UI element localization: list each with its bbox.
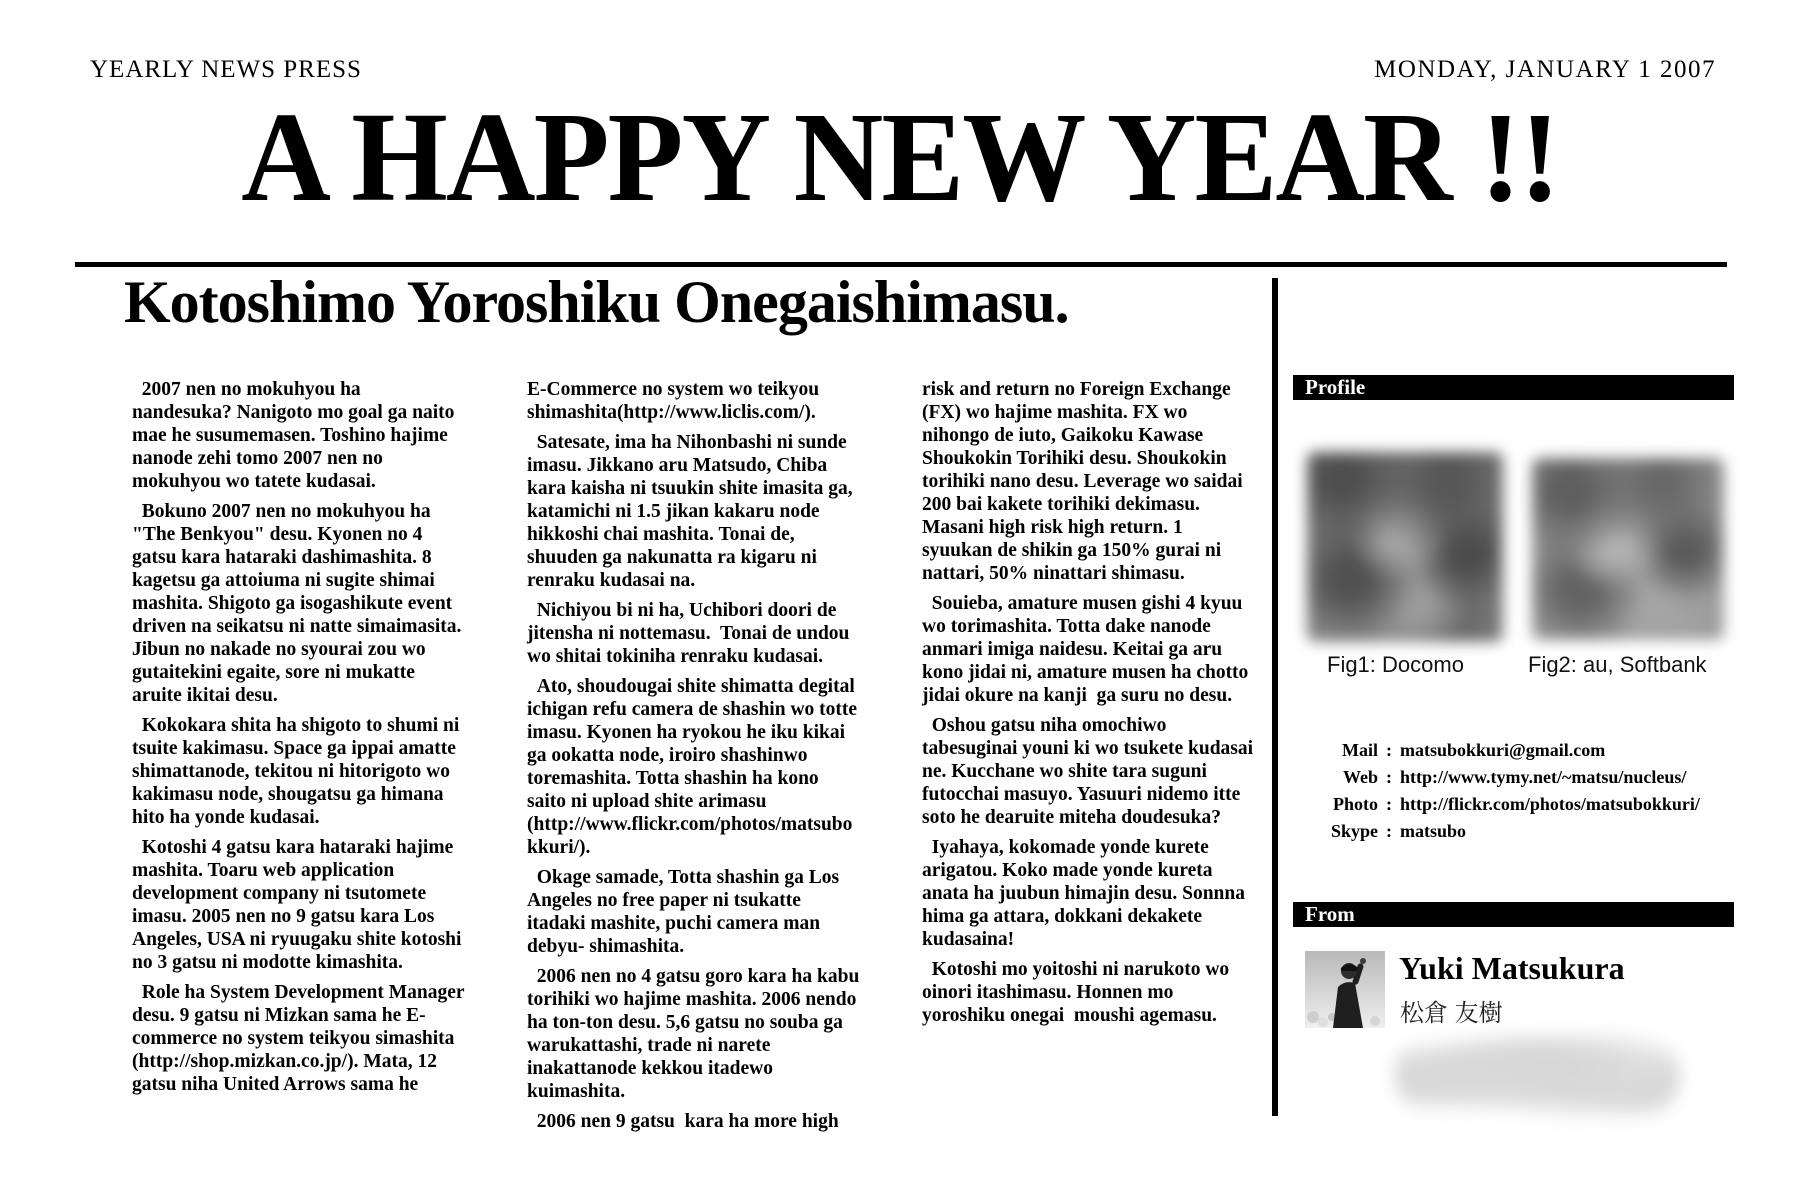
contact-value-skype: matsubo xyxy=(1400,821,1467,841)
contact-list xyxy=(1298,737,1735,845)
blurred-signature xyxy=(1395,1032,1680,1117)
article-column-1 xyxy=(132,378,470,1140)
contact-value-web: http://www.tymy.net/~matsu/nucleus/ xyxy=(1400,767,1687,787)
paragraph: 2006 nen no 4 gatsu goro kara ha kabu torihiki wo hajime mashita. 2006 nendo ha ton-ton desu. 5,6 gatsu no souba ga warukattashi, trade ni narete inakattanode kekkou itadewo kuimashita. xyxy=(527,966,865,1102)
paragraph: risk and return no Foreign Exchange (FX) wo hajime mashita. FX wo nihongo de iuto, Gaikoku Kawase Shoukokin Torihiki desu. Shoukokin torihiki nano desu. Leverage wo saidai 200 bai kakete torihiki dekimasu. Masani high risk high return. 1 syuukan de shikin ga 150% gurai ni nattari, 50% ninattari shimasu. xyxy=(922,379,1253,584)
contact-label-web: Web xyxy=(1342,767,1378,787)
article-body xyxy=(132,378,1257,1140)
contact-value-mail: matsubokkuri@gmail.com xyxy=(1400,740,1606,760)
paragraph: 2006 nen 9 gatsu kara ha more high xyxy=(527,1111,839,1132)
paragraph: Kotoshi mo yoitoshi ni narukoto wo oinori itashimasu. Honnen mo yoroshiku onegai moushi agemasu. xyxy=(922,959,1235,1026)
paragraph: Satesate, ima ha Nihonbashi ni sunde imasu. Jikkano aru Matsudo, Chiba kara kaisha ni tsuukin shite imasita ga, katamichi ni 1.5 jikan kakaru node hikkoshi chai mashita. Tonai de, shuuden ga nakunatta ra kigaru ni renraku kudasai na. xyxy=(527,432,858,591)
newspaper-title: A HAPPY NEW YEAR !! xyxy=(241,86,1559,228)
paragraph: Iyahaya, kokomade yonde kurete arigatou. Koko made yonde kureta anata ha juubun himajin desu. Sonnna hima ga attara, dokkani dekakete kudasaina! xyxy=(922,837,1250,950)
contact-value-photo: http://flickr.com/photos/matsubokkuri/ xyxy=(1400,794,1700,814)
paragraph: Oshou gatsu niha omochiwo tabesuginai youni ki wo tsukete kudasai ne. Kucchane wo shite tara suguni futocchai masuyo. Yasuuri nidemo itte soto he dearuite miteha doudesuka? xyxy=(922,715,1258,828)
paragraph: Bokuno 2007 nen no mokuhyou ha "The Benkyou" desu. Kyonen no 4 gatsu kara hataraki dashimashita. 8 kagetsu ga attoiuma ni sugite shimai mashita. Shigoto ga isogashikute event driven na seikatsu ni natte simaimasita. Jibun no nakade no syourai zou wo gutaitekini egaite, sore ni mukatte aruite ikitai desu. xyxy=(132,501,467,706)
from-section-header xyxy=(1293,902,1734,927)
paper-name: YEARLY NEWS PRESS xyxy=(90,56,362,83)
article-headline: Kotoshimo Yoroshiku Onegaishimasu. xyxy=(124,269,1069,335)
paragraph: Ato, shoudougai shite shimatta degital ichigan refu camera de shashin wo totte imasu. Kyonen ha ryokou he iku kikai ga ookatta node, iroiro shashinwo toremashita. Totta shashin ha kono saito ni upload shite arimasu (http://www.flickr.com/photos/matsubokkuri/). xyxy=(527,676,862,858)
contact-separator: : xyxy=(1386,821,1392,841)
qr-code-figure-1 xyxy=(1307,452,1503,642)
paragraph: Souieba, amature musen gishi 4 kyuu wo torimashita. Totta dake nanode anmari imiga naidesu. Keitai ga aru kono jidai ni, amature musen ha chotto jidai okure na kanji ga suru no desu. xyxy=(922,593,1254,706)
paragraph: E-Commerce no system wo teikyou shimashita(http://www.liclis.com/). xyxy=(527,379,824,423)
author-name-japanese: 松倉 友樹 xyxy=(1400,1000,1503,1027)
paragraph: Kokokara shita ha shigoto to shumi ni tsuite kakimasu. Space ga ippai amatte shimattanode, tekitou ni hitorigoto wo kakimasu node, shougatsu ga himana hito ha yonde kudasai. xyxy=(132,715,465,828)
contact-label-mail: Mail xyxy=(1342,740,1378,760)
figure-1-caption: Fig1: Docomo xyxy=(1327,652,1464,677)
paragraph: 2007 nen no mokuhyou ha nandesuka? Nanigoto mo goal ga naito mae he susumemasen. Toshino hajime nanode zehi tomo 2007 nen no mokuhyou wo tatete kudasai. xyxy=(132,379,460,492)
paragraph: Nichiyou bi ni ha, Uchibori doori de jitensha ni nottemasu. Tonai de undou wo shitai tokiniha renraku kudasai. xyxy=(527,600,855,667)
contact-label-photo: Photo xyxy=(1333,794,1378,814)
figure-2-caption: Fig2: au, Softbank xyxy=(1528,652,1707,677)
paragraph: Okage samade, Totta shashin ga Los Angeles no free paper ni tsukatte itadaki mashite, puchi camera man debyu- shimashita. xyxy=(527,867,843,957)
from-header-label: From xyxy=(1305,902,1355,926)
sidebar-divider-rule xyxy=(1272,278,1278,1116)
contact-separator: : xyxy=(1386,767,1392,787)
qr-code-figure-2 xyxy=(1532,458,1724,640)
issue-date: MONDAY, JANUARY 1 2007 xyxy=(1374,56,1716,83)
contact-label-skype: Skype xyxy=(1330,821,1378,841)
author-name-english: Yuki Matsukura xyxy=(1399,950,1625,986)
portrait-photo xyxy=(1305,951,1385,1028)
article-column-3 xyxy=(922,378,1258,1140)
paragraph: Kotoshi 4 gatsu kara hataraki hajime mashita. Toaru web application development company ni tsutomete imasu. 2005 nen no 9 gatsu kara Los Angeles, USA ni ryuugaku shite kotoshi no 3 gatsu ni modotte kimashita. xyxy=(132,837,467,973)
profile-section-header xyxy=(1293,375,1734,400)
title-divider-rule xyxy=(75,262,1727,267)
paragraph: Role ha System Development Manager desu. 9 gatsu ni Mizkan sama he E-commerce no system teikyou simashita (http://shop.mizkan.co.jp/). Mata, 12 gatsu niha United Arrows sama he xyxy=(132,982,470,1095)
profile-header-label: Profile xyxy=(1305,375,1366,399)
article-column-2 xyxy=(527,378,865,1140)
contact-separator: : xyxy=(1386,794,1392,814)
contact-separator: : xyxy=(1386,740,1392,760)
